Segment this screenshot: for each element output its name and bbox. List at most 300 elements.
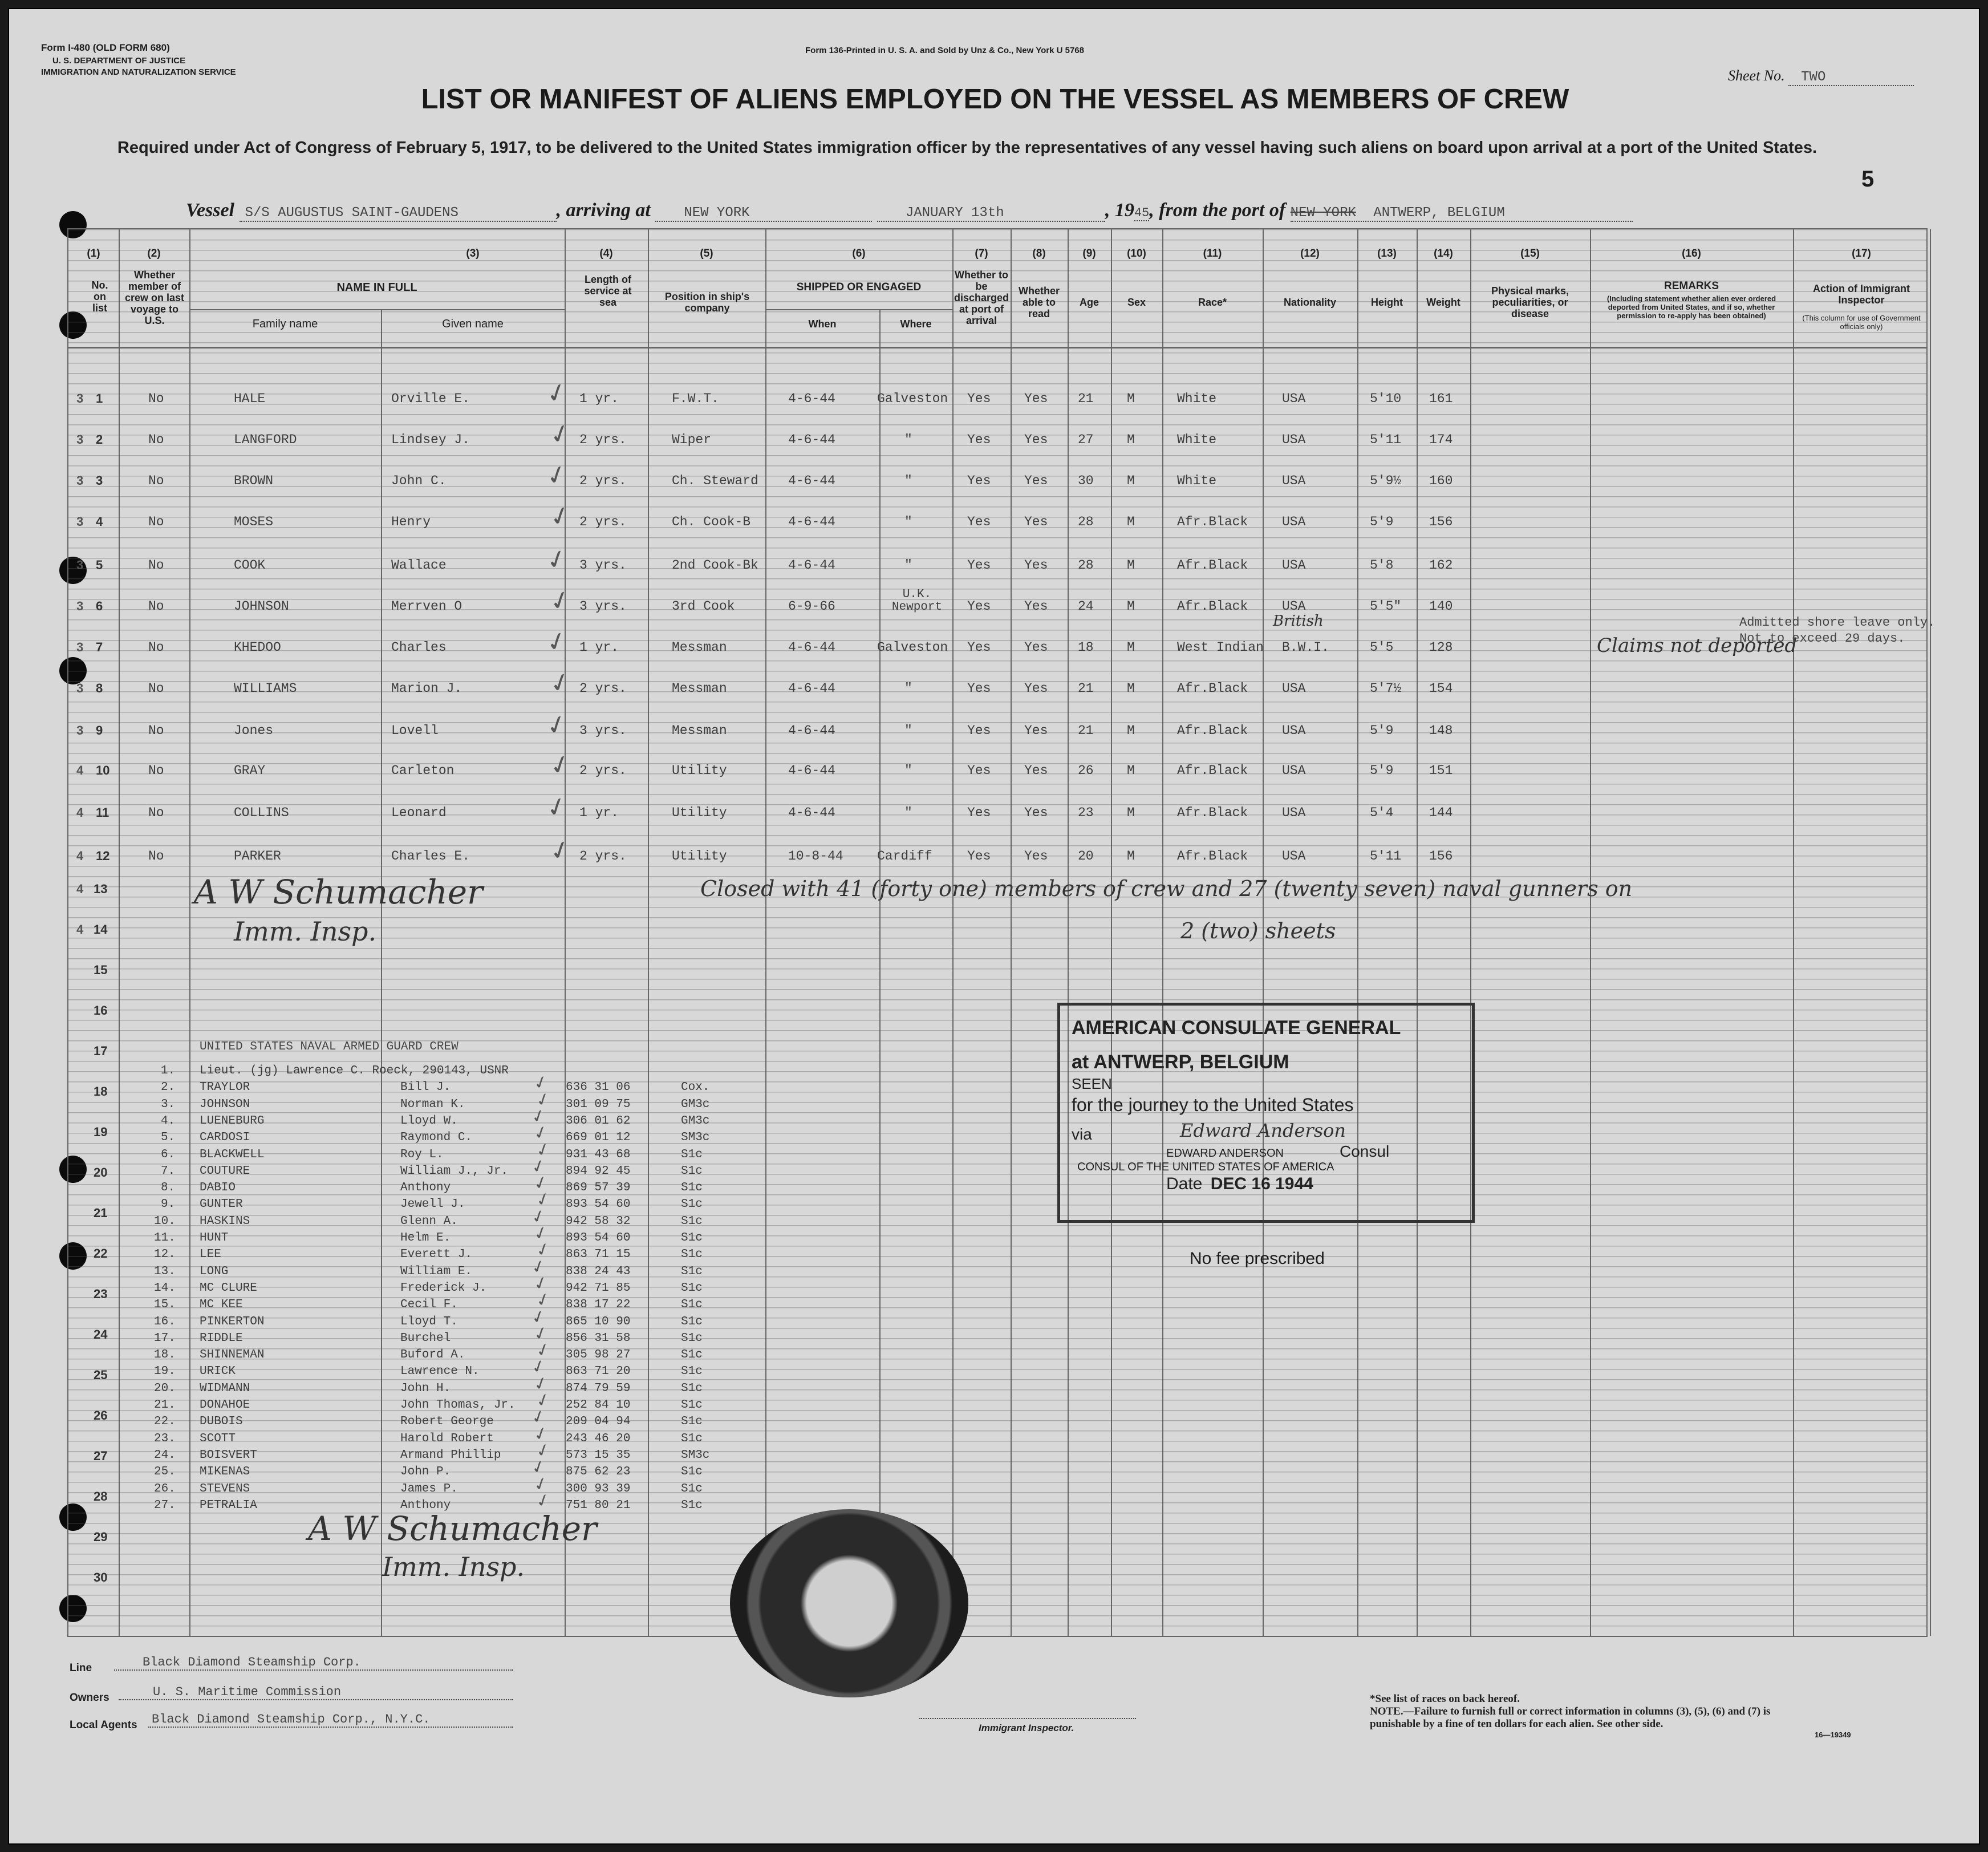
guard-family: BLACKWELL [200, 1148, 265, 1161]
row-number: 30 [94, 1570, 108, 1584]
guard-rate: S1c [681, 1248, 703, 1262]
crew-prev-voyage: No [148, 849, 164, 864]
guard-rate: S1c [681, 1331, 703, 1345]
guard-number: 13. [154, 1265, 176, 1278]
crew-given-name: Marion J. [391, 681, 462, 696]
crew-prev-voyage: No [148, 391, 164, 406]
guard-given: Buford A. [400, 1348, 465, 1362]
crew-shipped-where: " [904, 763, 912, 778]
crew-given-name: Charles E. [391, 849, 470, 864]
year-prefix: , 19 [1105, 200, 1134, 221]
crew-discharged: Yes [967, 681, 991, 696]
row-number: 23 [94, 1287, 108, 1301]
crew-given-name: Orville E. [391, 391, 470, 406]
guard-number: 8. [161, 1181, 176, 1195]
inspector-title: Imm. Insp. [382, 1551, 525, 1582]
crew-shipped-where: " [904, 681, 912, 696]
crew-nationality: USA [1282, 723, 1306, 738]
guard-rate: SM3c [681, 1131, 710, 1145]
col-header-name: NAME IN FULL [336, 281, 417, 294]
crew-shipped-when: 4-6-44 [788, 514, 835, 529]
crew-shipped-when: 10-8-44 [788, 849, 843, 864]
date-value: DEC 16 1944 [1210, 1174, 1313, 1193]
check-mark: ✓ [531, 1423, 551, 1445]
check-mark: ✓ [531, 1473, 551, 1496]
guard-serial: 305 98 27 [566, 1348, 631, 1362]
guard-rate: S1c [681, 1265, 703, 1278]
row-prefix: 3 [76, 681, 84, 695]
column-number: (10) [1127, 248, 1146, 260]
crew-discharged: Yes [967, 640, 991, 655]
crew-position: Messman [672, 723, 727, 738]
row-number: 27 [94, 1449, 108, 1463]
guard-family: DUBOIS [200, 1415, 243, 1429]
guard-serial: 636 31 06 [566, 1081, 631, 1095]
row-prefix: 4 [76, 882, 84, 896]
guard-serial: 865 10 90 [566, 1315, 631, 1328]
consul-name: EDWARD ANDERSON [1166, 1147, 1284, 1160]
guard-serial: 838 17 22 [566, 1298, 631, 1312]
row-number: 20 [94, 1165, 108, 1180]
inspector-label: Immigrant Inspector. [979, 1723, 1074, 1733]
col-header-remarks-sub: (Including statement whether alien ever ordered deported from United States, and if so, whether permission to re-apply has been obtained) [1606, 294, 1776, 320]
consul-title: Consul [1340, 1142, 1390, 1160]
crew-discharged: Yes [967, 599, 991, 614]
row-number: 4 [96, 514, 103, 529]
crew-prev-voyage: No [148, 640, 164, 655]
crew-age: 21 [1078, 723, 1094, 738]
check-mark: ✓ [529, 1155, 549, 1178]
crew-family-name: LANGFORD [234, 432, 297, 447]
guard-serial: 874 79 59 [566, 1381, 631, 1395]
crew-sex: M [1127, 558, 1135, 573]
crew-nationality: USA [1282, 763, 1306, 778]
stamp-line-7: CONSUL OF THE UNITED STATES OF AMERICA [1077, 1161, 1334, 1173]
crew-weight: 144 [1429, 805, 1453, 820]
column-number: (1) [87, 248, 100, 260]
column-number: (11) [1203, 248, 1222, 260]
guard-number: 25. [154, 1465, 176, 1479]
crew-weight: 128 [1429, 640, 1453, 655]
check-mark: ✓ [546, 500, 575, 533]
guard-serial: 869 57 39 [566, 1181, 631, 1195]
arrival-port: NEW YORK [655, 205, 872, 222]
row-prefix: 3 [76, 599, 84, 613]
column-number: (12) [1300, 248, 1320, 260]
guard-number: 17. [154, 1331, 176, 1345]
claims-remark: Claims not deported [1597, 634, 1798, 657]
crew-given-name: Lovell [391, 723, 439, 738]
col-header-read: Whether able to read [1019, 285, 1060, 319]
crew-age: 20 [1078, 849, 1094, 864]
crew-race: Afr.Black [1177, 805, 1248, 820]
check-mark: ✓ [529, 1456, 549, 1479]
guard-family: MC KEE [200, 1298, 243, 1312]
form-number: Form I-480 (OLD FORM 680) [41, 42, 170, 53]
crew-nationality: USA [1282, 558, 1306, 573]
row-prefix: 4 [76, 763, 84, 777]
check-mark: ✓ [546, 834, 575, 868]
row-number: 8 [96, 681, 103, 695]
page-mark: 5 [1861, 167, 1875, 192]
crew-read: Yes [1024, 391, 1048, 406]
check-mark: ✓ [542, 708, 571, 742]
crew-prev-voyage: No [148, 432, 164, 447]
crew-discharged: Yes [967, 391, 991, 406]
crew-weight: 174 [1429, 432, 1453, 447]
col-header-discharged: Whether to be discharged at port of arrival [954, 269, 1009, 326]
guard-serial: 243 46 20 [566, 1432, 631, 1445]
guard-family: URICK [200, 1365, 236, 1379]
row-number: 15 [94, 963, 108, 977]
crew-family-name: Jones [234, 723, 274, 738]
guard-given: Jewell J. [400, 1198, 465, 1211]
crew-sex: M [1127, 473, 1135, 488]
guard-serial: 863 71 20 [566, 1365, 631, 1379]
vessel-line [186, 200, 1633, 222]
guard-family: HASKINS [200, 1214, 250, 1228]
crew-weight: 161 [1429, 391, 1453, 406]
guard-family: SHINNEMAN [200, 1348, 265, 1362]
guard-given: Robert George [400, 1415, 494, 1429]
crew-service: 2 yrs. [579, 763, 627, 778]
col-header-service: Length of service at sea [584, 274, 632, 308]
guard-number: 3. [161, 1097, 176, 1111]
row-number: 6 [96, 599, 103, 613]
guard-rate: S1c [681, 1214, 703, 1228]
guard-serial: 893 54 60 [566, 1198, 631, 1211]
check-mark: ✓ [542, 543, 571, 577]
crew-prev-voyage: No [148, 558, 164, 573]
crew-shipped-where: Galveston [877, 640, 948, 655]
crew-service: 2 yrs. [579, 432, 627, 447]
line-value: Black Diamond Steamship Corp. [114, 1655, 513, 1671]
guard-rate: Cox. [681, 1081, 710, 1095]
guard-number: 11. [154, 1231, 176, 1245]
check-mark: ✓ [533, 1289, 553, 1312]
crew-read: Yes [1024, 432, 1048, 447]
guard-given: Lloyd W. [400, 1114, 458, 1128]
guard-given: John Thomas, Jr. [400, 1399, 516, 1412]
guard-number: 26. [154, 1482, 176, 1496]
guard-number: 14. [154, 1281, 176, 1295]
guard-number: 9. [161, 1198, 176, 1211]
stamp-line-1: AMERICAN CONSULATE GENERAL [1072, 1017, 1401, 1039]
row-number: 22 [94, 1246, 108, 1261]
guard-rate: S1c [681, 1231, 703, 1245]
crew-position: Messman [672, 681, 727, 696]
crew-shipped-when: 4-6-44 [788, 640, 835, 655]
row-number: 7 [96, 640, 103, 654]
crew-sex: M [1127, 681, 1135, 696]
crew-shipped-where: " [904, 723, 912, 738]
row-number: 2 [96, 432, 103, 447]
guard-rate: SM3c [681, 1448, 710, 1462]
check-mark: ✓ [531, 1272, 551, 1295]
col-header-race: Race* [1198, 297, 1227, 308]
col-header-sex: Sex [1127, 297, 1146, 308]
col-header-physical: Physical marks, peculiarities, or disease [1491, 285, 1569, 319]
crew-prev-voyage: No [148, 805, 164, 820]
check-mark: ✓ [533, 1239, 553, 1262]
crew-height: 5'8 [1370, 558, 1394, 573]
col-header-prev-voyage: Whether member of crew on last voyage to U.S. [124, 269, 185, 326]
row-prefix: 4 [76, 922, 84, 937]
guard-serial: 875 62 23 [566, 1465, 631, 1479]
inspector-signature: A W Schumacher [308, 1509, 597, 1548]
crew-position: Ch. Steward [672, 473, 758, 488]
crew-position: Utility [672, 805, 727, 820]
crew-position: Utility [672, 763, 727, 778]
crew-race: White [1177, 473, 1217, 488]
crew-read: Yes [1024, 514, 1048, 529]
crew-service: 2 yrs. [579, 473, 627, 488]
closed-note-2: 2 (two) sheets [1180, 918, 1336, 943]
col-header-family: Family name [252, 318, 318, 330]
guard-serial: 838 24 43 [566, 1265, 631, 1278]
from-label: , from the port of [1149, 200, 1286, 221]
guard-rate: S1c [681, 1498, 703, 1512]
stamp-line-4: for the journey to the United States [1072, 1095, 1354, 1115]
crew-weight: 154 [1429, 681, 1453, 696]
row-prefix: 3 [76, 723, 84, 737]
crew-read: Yes [1024, 558, 1048, 573]
guard-family: LUENEBURG [200, 1114, 265, 1128]
crew-read: Yes [1024, 640, 1048, 655]
crew-height: 5'5" [1370, 599, 1402, 614]
crew-service: 1 yr. [579, 805, 619, 820]
guard-family: GUNTER [200, 1198, 243, 1211]
crew-given-name: Leonard [391, 805, 447, 820]
check-mark: ✓ [529, 1255, 549, 1278]
sheet-label: Sheet No. [1728, 67, 1785, 84]
crew-height: 5'5 [1370, 640, 1394, 655]
guard-family: BOISVERT [200, 1448, 257, 1462]
guard-given: Lawrence N. [400, 1365, 480, 1379]
guard-rate: S1c [681, 1298, 703, 1312]
crew-shipped-when: 4-6-44 [788, 723, 835, 738]
column-number: (6) [852, 248, 866, 260]
guard-serial: 306 01 62 [566, 1114, 631, 1128]
check-mark: ✓ [542, 459, 571, 492]
crew-sex: M [1127, 849, 1135, 864]
row-prefix: 3 [76, 391, 84, 406]
col-header-age: Age [1079, 297, 1099, 308]
crew-prev-voyage: No [148, 473, 164, 488]
vessel-name: S/S AUGUSTUS SAINT-GAUDENS [240, 205, 557, 222]
guard-number: 20. [154, 1381, 176, 1395]
crew-shipped-where: " [904, 514, 912, 529]
guard-rate: S1c [681, 1465, 703, 1479]
crew-given-name: Henry [391, 514, 431, 529]
crew-height: 5'10 [1370, 391, 1402, 406]
check-mark: ✓ [531, 1322, 551, 1345]
column-number: (2) [147, 248, 161, 260]
crew-discharged: Yes [967, 723, 991, 738]
row-number: 11 [96, 805, 109, 820]
crew-race: Afr.Black [1177, 558, 1248, 573]
guard-serial: 252 84 10 [566, 1399, 631, 1412]
crew-family-name: COLLINS [234, 805, 289, 820]
check-mark: ✓ [533, 1189, 553, 1211]
crew-family-name: WILLIAMS [234, 681, 297, 696]
guard-family: CARDOSI [200, 1131, 250, 1145]
check-mark: ✓ [531, 1122, 551, 1145]
guard-serial: 856 31 58 [566, 1331, 631, 1345]
crew-service: 3 yrs. [579, 558, 627, 573]
crew-given-name: Wallace [391, 558, 447, 573]
crew-shipped-when: 6-9-66 [788, 599, 835, 614]
wax-seal [730, 1509, 968, 1697]
crew-age: 30 [1078, 473, 1094, 488]
check-mark: ✓ [542, 376, 571, 410]
column-number: (14) [1434, 248, 1453, 260]
consulate-stamp [1057, 1003, 1475, 1223]
row-prefix: 3 [76, 514, 84, 529]
crew-read: Yes [1024, 723, 1048, 738]
guard-rate: S1c [681, 1348, 703, 1362]
col-header-weight: Weight [1426, 297, 1460, 308]
consul-signature: Edward Anderson [1180, 1120, 1346, 1141]
crew-family-name: MOSES [234, 514, 274, 529]
guard-rate: S1c [681, 1482, 703, 1496]
crew-sex: M [1127, 763, 1135, 778]
races-note: *See list of races on back hereof. [1370, 1693, 1520, 1705]
row-number: 25 [94, 1368, 108, 1382]
guard-given: Lloyd T. [400, 1315, 458, 1328]
crew-height: 5'9 [1370, 723, 1394, 738]
arrival-year: 45 [1134, 206, 1150, 220]
crew-race: Afr.Black [1177, 723, 1248, 738]
crew-prev-voyage: No [148, 514, 164, 529]
owners-label: Owners [70, 1692, 109, 1704]
admitted-remark: Admitted shore leave only. Not to exceed 29 days. [1739, 615, 1936, 646]
crew-sex: M [1127, 599, 1135, 614]
guard-given: Roy L. [400, 1148, 444, 1161]
sheet-value: TWO [1788, 70, 1914, 86]
guard-given: Burchel [400, 1331, 451, 1345]
agents-label: Local Agents [70, 1719, 137, 1731]
crew-discharged: Yes [967, 805, 991, 820]
guard-given: James P. [400, 1482, 458, 1496]
crew-height: 5'11 [1370, 849, 1402, 864]
crew-position: Messman [672, 640, 727, 655]
column-number: (17) [1852, 248, 1871, 260]
guard-rate: S1c [681, 1399, 703, 1412]
crew-read: Yes [1024, 805, 1048, 820]
crew-race: Afr.Black [1177, 514, 1248, 529]
crew-read: Yes [1024, 763, 1048, 778]
printer-line: Form 136-Printed in U. S. A. and Sold by Unz & Co., New York U 5768 [805, 46, 1084, 55]
guard-number: 2. [161, 1081, 176, 1095]
service: IMMIGRATION AND NATURALIZATION SERVICE [41, 67, 236, 77]
stamp-line-2: at ANTWERP, BELGIUM [1072, 1051, 1289, 1073]
crew-shipped-where: Cardiff [877, 849, 932, 864]
crew-height: 5'4 [1370, 805, 1394, 820]
guard-rate: S1c [681, 1198, 703, 1211]
col-header-shipped: SHIPPED OR ENGAGED [796, 281, 922, 293]
crew-discharged: Yes [967, 558, 991, 573]
column-number: (16) [1682, 248, 1701, 260]
crew-height: 5'9 [1370, 763, 1394, 778]
crew-service: 1 yr. [579, 640, 619, 655]
crew-age: 21 [1078, 391, 1094, 406]
guard-given: Harold Robert [400, 1432, 494, 1445]
crew-prev-voyage: No [148, 763, 164, 778]
guard-family: PINKERTON [200, 1315, 265, 1328]
crew-weight: 140 [1429, 599, 1453, 614]
guard-number: 16. [154, 1315, 176, 1328]
check-mark: ✓ [533, 1439, 553, 1462]
col-header-action: Action of Immigrant Inspector [1813, 283, 1910, 306]
british-annotation: British [1273, 613, 1324, 630]
crew-nationality: USA [1282, 473, 1306, 488]
crew-weight: 162 [1429, 558, 1453, 573]
row-number: 9 [96, 723, 103, 737]
guard-serial: 942 71 85 [566, 1281, 631, 1295]
crew-shipped-where: " [904, 805, 912, 820]
guard-number: 12. [154, 1248, 176, 1262]
guard-family: DABIO [200, 1181, 236, 1195]
crew-shipped-where: Galveston [877, 391, 948, 406]
guard-number: 1. [161, 1064, 176, 1077]
check-mark: ✓ [531, 1372, 551, 1395]
check-mark: ✓ [529, 1105, 549, 1128]
arriving-label: , arriving at [556, 200, 651, 221]
crew-family-name: KHEDOO [234, 640, 281, 655]
check-mark: ✓ [531, 1222, 551, 1245]
crew-height: 5'11 [1370, 432, 1402, 447]
crew-shipped-when: 4-6-44 [788, 763, 835, 778]
crew-discharged: Yes [967, 432, 991, 447]
col-header-when: When [808, 318, 837, 330]
guard-number: 5. [161, 1131, 176, 1145]
crew-shipped-when: 4-6-44 [788, 558, 835, 573]
guard-family: PETRALIA [200, 1498, 257, 1512]
guard-serial: 573 15 35 [566, 1448, 631, 1462]
crew-read: Yes [1024, 849, 1048, 864]
check-mark: ✓ [546, 748, 575, 782]
guard-given: Bill J. [400, 1081, 451, 1095]
crew-service: 2 yrs. [579, 849, 627, 864]
guard-given: Glenn A. [400, 1214, 458, 1228]
crew-nationality: B.W.I. [1282, 640, 1329, 655]
col-header-where: Where [900, 318, 932, 330]
guard-serial: 942 58 32 [566, 1214, 631, 1228]
guard-serial: 301 09 75 [566, 1097, 631, 1111]
check-mark: ✓ [546, 666, 575, 700]
check-mark: ✓ [546, 584, 575, 618]
guard-family: Lieut. (jg) Lawrence C. Roeck, 290143, USNR [200, 1064, 509, 1077]
column-number: (4) [599, 248, 613, 260]
crew-read: Yes [1024, 599, 1048, 614]
guard-title: UNITED STATES NAVAL ARMED GUARD CREW [200, 1040, 459, 1053]
guard-rate: S1c [681, 1164, 703, 1178]
crew-service: 3 yrs. [579, 723, 627, 738]
guard-rate: S1c [681, 1432, 703, 1445]
crew-race: Afr.Black [1177, 849, 1248, 864]
crew-position: 3rd Cook [672, 599, 735, 614]
guard-given: William E. [400, 1265, 473, 1278]
guard-rate: S1c [681, 1181, 703, 1195]
vessel-label: Vessel [186, 200, 234, 221]
row-prefix: 4 [76, 805, 84, 820]
subtitle: Required under Act of Congress of February 5, 1917, to be delivered to the United States immigration officer by the representatives of any vessel having such aliens on board upon arrival at a port of the United States. [117, 139, 1817, 157]
row-number: 10 [96, 763, 110, 777]
column-number: (8) [1032, 248, 1046, 260]
crew-shipped-when: 4-6-44 [788, 681, 835, 696]
crew-nationality: USA [1282, 849, 1306, 864]
